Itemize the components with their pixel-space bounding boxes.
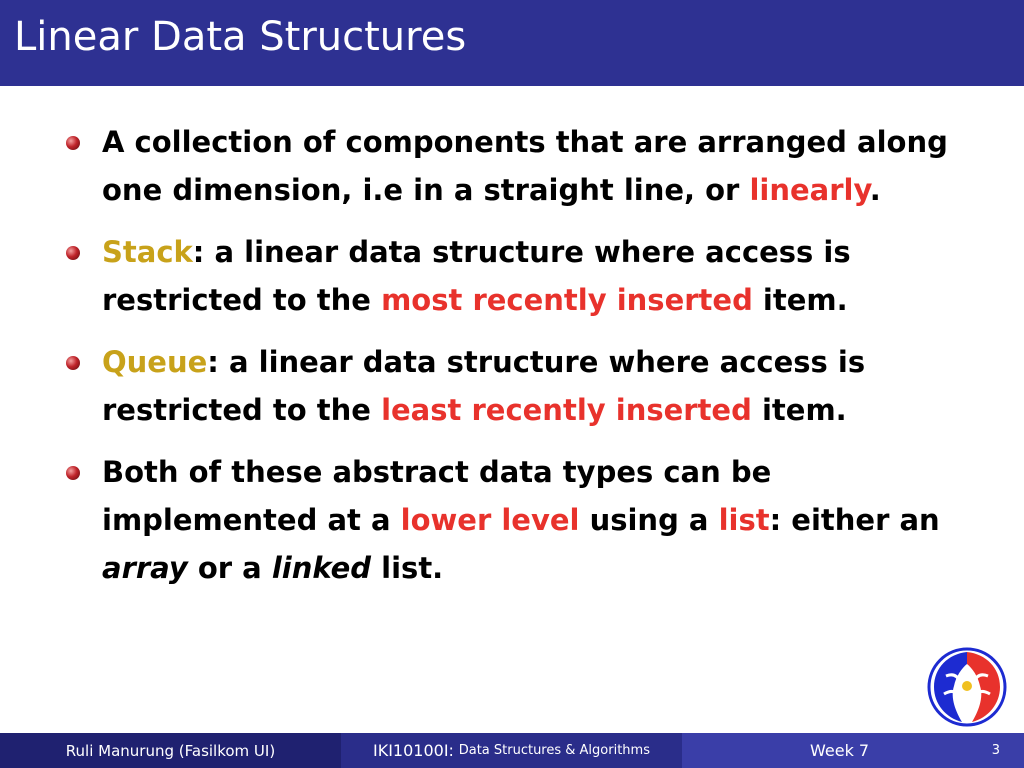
footer-course xyxy=(341,733,682,768)
bullet-text-1-part-2: . xyxy=(869,173,881,207)
bullet-text-4-part-3: : either an xyxy=(769,503,940,537)
footer xyxy=(0,733,1024,768)
bullet-text-3-part-1: : a linear data structure where access is restricted to the xyxy=(102,345,866,427)
footer-week-cell xyxy=(682,733,1024,768)
bullet-dot-icon xyxy=(66,466,80,480)
footer-author: Ruli Manurung (Fasilkom UI) xyxy=(0,733,341,768)
bullet-text-2-part-2: item. xyxy=(752,283,848,317)
bullet-text-4-part-1: Both of these abstract data types can be implemented at a xyxy=(102,455,772,537)
bullet-text-4-italic-2: linked xyxy=(271,551,372,585)
bullet-text-3-term: Queue xyxy=(102,345,208,379)
footer-week: Week 7 xyxy=(810,741,870,760)
bullet-text-3-part-2: item. xyxy=(751,393,847,427)
bullet-item-2 xyxy=(66,228,966,324)
bullet-text-3-highlight: least recently inserted xyxy=(381,393,752,427)
bullet-item-1 xyxy=(66,118,966,214)
bullet-text-2-highlight: most recently inserted xyxy=(381,283,753,317)
bullet-text-4-part-4: or a xyxy=(187,551,272,585)
slide-title: Linear Data Structures xyxy=(14,14,467,60)
bullet-dot-icon xyxy=(66,356,80,370)
bullet-text-2-term: Stack xyxy=(102,235,193,269)
page-number: 3 xyxy=(991,743,1000,758)
footer-course-name: Data Structures & Algorithms xyxy=(458,743,650,758)
footer-course-code: IKI10100I: xyxy=(373,741,454,760)
bullet-dot-icon xyxy=(66,246,80,260)
bullet-text-4-italic-1: array xyxy=(102,551,188,585)
bullet-text-1-highlight: linearly xyxy=(749,173,870,207)
bullet-text-2-part-1: : a linear data structure where access is restricted to the xyxy=(102,235,851,317)
bullet-text-4-highlight-1: lower level xyxy=(400,503,580,537)
bullet-item-3 xyxy=(66,338,966,434)
bullet-text-4-part-5: list. xyxy=(371,551,444,585)
bullet-text-1-part-1: A collection of components that are arranged along one dimension, i.e in a straight line, or xyxy=(102,125,948,207)
bullet-dot-icon xyxy=(66,136,80,150)
bullet-text-4-part-2: using a xyxy=(579,503,719,537)
bullet-item-4 xyxy=(66,448,966,592)
university-of-indonesia-logo-icon xyxy=(926,646,1008,728)
bullet-text-4-highlight-2: list xyxy=(718,503,770,537)
title-bar xyxy=(0,0,1024,86)
bullet-list xyxy=(66,118,966,606)
